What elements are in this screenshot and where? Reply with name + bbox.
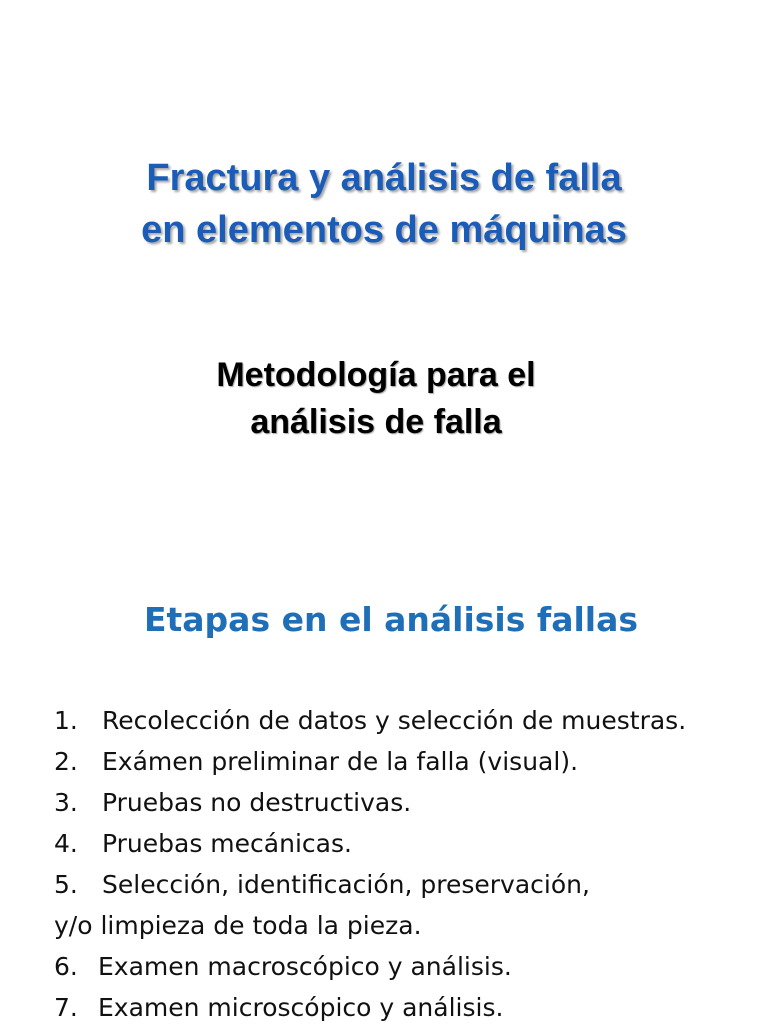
step-item xyxy=(54,782,764,823)
step-item xyxy=(54,946,764,987)
steps-list xyxy=(54,700,764,1028)
step-item-continuation xyxy=(54,905,764,946)
step-text: Pruebas mecánicas. xyxy=(102,829,352,858)
step-text: Examen microscópico y análisis. xyxy=(98,993,504,1022)
step-text: Exámen preliminar de la falla (visual). xyxy=(102,747,579,776)
step-number: 2. xyxy=(54,747,78,776)
slide-title xyxy=(0,152,768,256)
step-number: 1. xyxy=(54,706,78,735)
step-item xyxy=(54,700,764,741)
slide-subtitle-line-1: Metodología para el xyxy=(216,356,536,394)
step-item xyxy=(54,987,764,1028)
step-text: Selección, identificación, preservación, xyxy=(102,870,590,899)
slide-title-line-2: en elementos de máquinas xyxy=(141,209,627,251)
step-number: 3. xyxy=(54,788,78,817)
step-text: Recolección de datos y selección de muestras. xyxy=(102,706,687,735)
slide-subtitle xyxy=(0,352,752,446)
step-number: 6. xyxy=(54,952,78,981)
step-text: Pruebas no destructivas. xyxy=(102,788,412,817)
step-item xyxy=(54,823,764,864)
step-item xyxy=(54,741,764,782)
step-number: 5. xyxy=(54,870,78,899)
step-number: 7. xyxy=(54,993,78,1022)
step-item xyxy=(54,864,764,905)
section-heading: Etapas en el análisis fallas xyxy=(143,600,639,639)
step-number: 4. xyxy=(54,829,78,858)
slide-subtitle-line-2: análisis de falla xyxy=(250,403,502,441)
slide-title-line-1: Fractura y análisis de falla xyxy=(146,157,622,199)
step-text-continuation: y/o limpieza de toda la pieza. xyxy=(54,911,422,940)
step-text: Examen macroscópico y análisis. xyxy=(98,952,512,981)
